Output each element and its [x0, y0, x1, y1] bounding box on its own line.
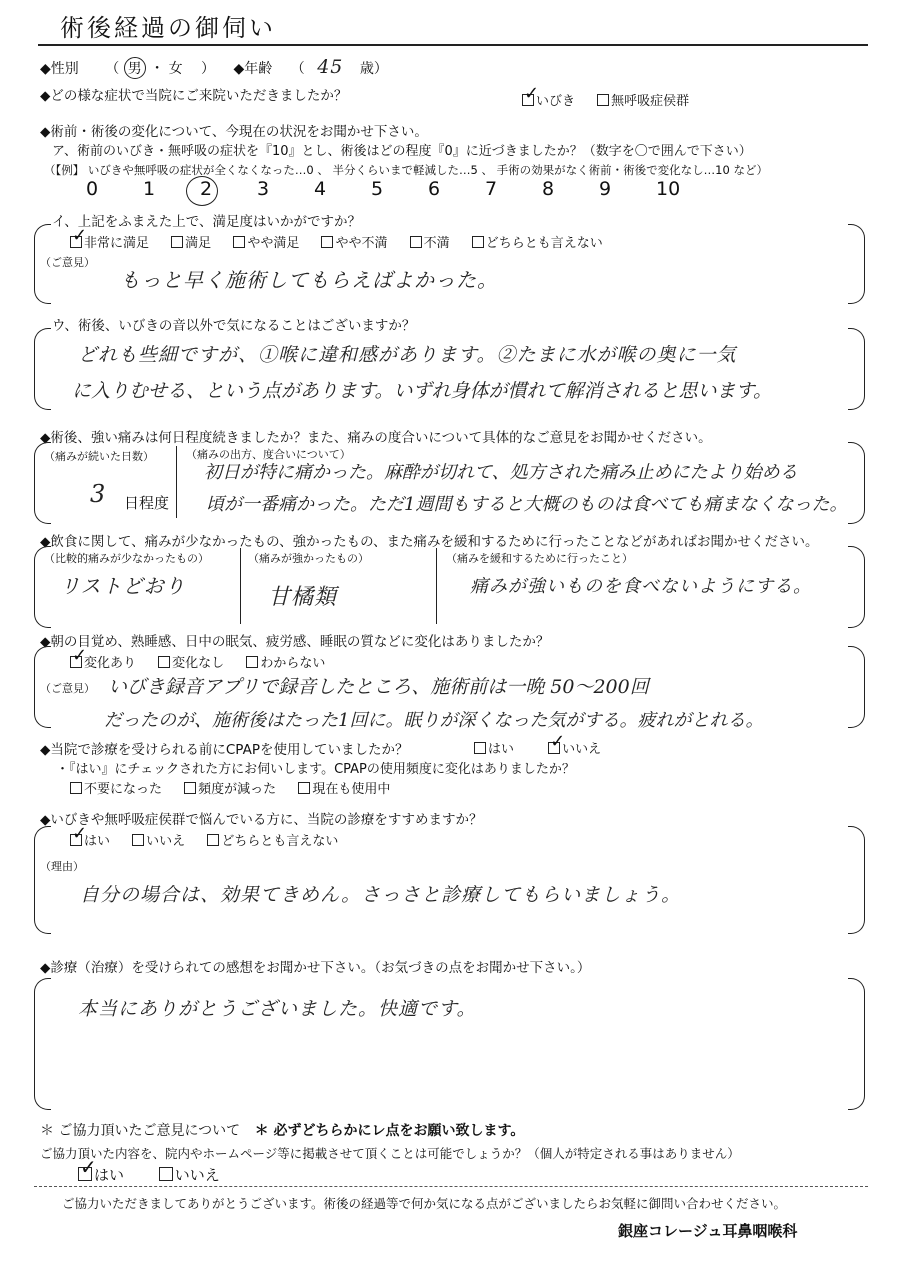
- q9-reason-label: （理由）: [40, 860, 84, 873]
- q6-col3-value[interactable]: 痛みが強いものを食べないようにする。: [470, 576, 812, 597]
- footer-permission: ご協力頂いた内容を、院内やホームページ等に掲載させて頂くことは可能でしょうか？（個人が特定される事はありません）: [40, 1146, 740, 1161]
- q9-options: [70, 823, 356, 849]
- q7-bracket-right: [848, 646, 865, 728]
- checkbox-icon: [158, 656, 170, 668]
- scale-6[interactable]: 6: [428, 178, 441, 200]
- checkbox-icon: [207, 834, 219, 846]
- q2-text: ◆術前・術後の変化について、今現在の状況をお聞かせ下さい。: [40, 124, 428, 140]
- gender-row: ◆性別 （ 男 ・ 女 ） ◆年齢 （ 45 歳）: [40, 56, 388, 78]
- q8-sub-option-unneeded[interactable]: 不要になった: [70, 778, 162, 797]
- q1-options: [522, 83, 707, 109]
- q3-comment[interactable]: もっと早く施術してもらえばよかった。: [120, 268, 498, 292]
- checkbox-checked-icon: ✓: [80, 1155, 97, 1179]
- q5-days-value[interactable]: 3: [90, 480, 107, 508]
- q9-option-no[interactable]: いいえ: [132, 830, 185, 849]
- gender-female[interactable]: 女: [168, 61, 183, 77]
- q6-col3-label: （痛みを緩和するために行ったこと）: [446, 552, 633, 565]
- scale-4[interactable]: 4: [314, 178, 327, 200]
- q2-scale: [86, 178, 713, 200]
- gender-male[interactable]: 男: [124, 57, 146, 79]
- q3-comment-label: （ご意見）: [40, 256, 95, 269]
- footer-note-a: ＊ ご協力頂いたご意見について: [40, 1123, 241, 1139]
- q3-option-satisfied[interactable]: 満足: [171, 232, 211, 251]
- q6-col2-value[interactable]: 甘橘類: [268, 585, 338, 610]
- checkbox-checked-icon: ✓: [72, 823, 88, 844]
- q6-col1-value[interactable]: リストどおり: [60, 574, 186, 598]
- q4-text: ウ、術後、いびきの音以外で気になることはございますか？: [52, 318, 416, 334]
- q5-detail-line1[interactable]: 初日が特に痛かった。麻酔が切れて、処方された痛み止めにたより始める: [204, 462, 798, 483]
- q10-bracket-left: [34, 978, 51, 1110]
- q1-text: ◆どの様な症状で当院にご来院いただきましたか？: [40, 88, 348, 104]
- scale-1[interactable]: 1: [143, 178, 156, 200]
- checkbox-icon: [410, 236, 422, 248]
- checkbox-icon: [472, 236, 484, 248]
- q9-option-neither[interactable]: どちらとも言えない: [207, 830, 338, 849]
- q7-option-no-change[interactable]: 変化なし: [158, 652, 224, 671]
- q3-option-dissatisfied[interactable]: 不満: [410, 232, 450, 251]
- q1-option-apnea[interactable]: 無呼吸症侯群: [597, 90, 689, 109]
- gender-label: ◆性別: [40, 61, 79, 77]
- q4-answer-line1[interactable]: どれも些細ですが、①喉に違和感があります。②たまに水が喉の奥に一気: [78, 344, 737, 366]
- q8-option-no[interactable]: ✓ いいえ: [550, 731, 602, 757]
- page-title: 術後経過の御伺い: [60, 14, 276, 42]
- checkbox-icon: [70, 782, 82, 794]
- q9-option-yes[interactable]: ✓ はい: [72, 823, 111, 849]
- scale-9[interactable]: 9: [599, 178, 612, 200]
- q5-detail-label: （痛みの出方、度合いについて）: [186, 448, 351, 461]
- q2-example: （【例】 いびきや無呼吸の症状が全くなくなった…0 、 半分くらいまで軽減した…5 、 手術の効果がなく術前・術後で変化なし…10 など）: [44, 163, 768, 177]
- clinic-name: 銀座コレージュ耳鼻咽喉科: [618, 1222, 798, 1240]
- checkbox-icon: [184, 782, 196, 794]
- q8-option-yes[interactable]: はい: [474, 738, 514, 757]
- q8-sub-option-still-using[interactable]: 現在も使用中: [298, 778, 390, 797]
- q2-a-text: ア、術前のいびき・無呼吸の症状を『10』とし、術後はどの程度『0』に近づきましたか？（数字を〇で囲んで下さい）: [52, 144, 752, 159]
- scale-2-selected[interactable]: 2: [200, 178, 213, 200]
- q6-bracket-right: [848, 546, 865, 628]
- q7-comment-line1[interactable]: いびき録音アプリで録音したところ、施術前は一晩 50〜200回: [108, 676, 649, 698]
- checkbox-checked-icon: ✓: [72, 645, 88, 666]
- scale-0[interactable]: 0: [86, 178, 99, 200]
- q10-bracket-right: [848, 978, 865, 1110]
- q5-days-label: （痛みが続いた日数）: [44, 450, 154, 463]
- q6-text: ◆飲食に関して、痛みが少なかったもの、強かったもの、また痛みを緩和するために行ったことなどがあればお聞かせください。: [40, 534, 819, 550]
- checkbox-icon: [474, 742, 486, 754]
- footer-options: [78, 1155, 238, 1185]
- checkbox-icon: [171, 236, 183, 248]
- q8-text: ◆当院で診療を受けられる前にCPAPを使用していましたか？: [40, 742, 409, 758]
- q6-divider-1: [240, 548, 241, 624]
- q4-bracket-left: [34, 328, 51, 410]
- q7-comment-label: （ご意見）: [40, 682, 95, 695]
- q3-option-neither[interactable]: どちらとも言えない: [472, 232, 603, 251]
- q10-answer[interactable]: 本当にありがとうございました。快適です。: [78, 998, 477, 1020]
- age-value[interactable]: 45: [317, 56, 344, 78]
- checkbox-checked-icon: ✓: [524, 83, 540, 104]
- q8-sub-option-reduced[interactable]: 頻度が減った: [184, 778, 276, 797]
- checkbox-icon: [233, 236, 245, 248]
- q6-col1-label: （比較的痛みが少なかったもの）: [44, 552, 209, 565]
- scale-3[interactable]: 3: [257, 178, 270, 200]
- checkbox-icon: [246, 656, 258, 668]
- q7-option-changed[interactable]: ✓ 変化あり: [72, 645, 137, 671]
- q9-reason[interactable]: 自分の場合は、効果てきめん。さっさと診療してもらいましょう。: [80, 884, 682, 906]
- q10-text: ◆診療（治療）を受けられての感想をお聞かせ下さい。（お気づきの点をお聞かせ下さい。）: [40, 960, 591, 976]
- q7-comment-line2[interactable]: だったのが、施術後はたった1回に。眠りが深くなった気がする。疲れがとれる。: [104, 710, 764, 731]
- q7-options: [70, 645, 343, 671]
- footer-note: [40, 1120, 524, 1140]
- q6-divider-2: [436, 548, 437, 624]
- q7-text: ◆朝の目覚め、熟睡感、日中の眠気、疲労感、睡眠の質などに変化はありましたか？: [40, 634, 550, 650]
- scale-5[interactable]: 5: [371, 178, 384, 200]
- scale-10[interactable]: 10: [656, 178, 681, 200]
- q5-days-unit: 日程度: [124, 494, 170, 512]
- q8-sub-options: [70, 778, 408, 797]
- checkbox-icon: [597, 94, 609, 106]
- q3-option-somewhat-satisfied[interactable]: やや満足: [233, 232, 299, 251]
- scale-8[interactable]: 8: [542, 178, 555, 200]
- footer-divider: [34, 1186, 868, 1187]
- age-label: ◆年齢: [233, 61, 273, 77]
- q8-sub-text: ・『はい』にチェックされた方にお伺いします。CPAPの使用頻度に変化はありましたか？: [56, 762, 575, 777]
- q7-option-unknown[interactable]: わからない: [246, 652, 325, 671]
- q5-detail-line2[interactable]: 頃が一番痛かった。ただ1週間もすると大概のものは食べても痛まなくなった。: [206, 494, 848, 515]
- checkbox-icon: [321, 236, 333, 248]
- q3-bracket-right: [848, 224, 865, 304]
- footer-note-b: ＊ 必ずどちらかにレ点をお願い致します。: [254, 1123, 525, 1139]
- q4-answer-line2[interactable]: に入りむせる、という点があります。いずれ身体が慣れて解消されると思います。: [72, 380, 772, 402]
- q8-options: [474, 731, 619, 757]
- scale-selection-circle: [186, 176, 218, 206]
- checkbox-checked-icon: ✓: [550, 731, 566, 752]
- q5-divider: [176, 446, 177, 518]
- q3-options: [70, 225, 621, 251]
- footer-thanks: ご協力いただきましてありがとうございます。術後の経過等で何か気になる点がございましたらお気軽に御問い合わせください。: [62, 1196, 787, 1211]
- footer-option-yes[interactable]: ✓ はい: [80, 1155, 125, 1184]
- q1-option-snoring[interactable]: ✓ いびき: [524, 83, 576, 109]
- q9-text: ◆いびきや無呼吸症侯群で悩んでいる方に、当院の診療をすすめますか？: [40, 812, 483, 828]
- q3-option-very-satisfied[interactable]: ✓ 非常に満足: [72, 225, 150, 251]
- checkbox-icon: [159, 1167, 173, 1181]
- title-underline: [38, 44, 868, 46]
- q5-bracket-right: [848, 442, 865, 524]
- q9-bracket-right: [848, 826, 865, 934]
- q9-bracket-left: [34, 826, 51, 934]
- q4-bracket-right: [848, 328, 865, 410]
- checkbox-checked-icon: ✓: [72, 225, 88, 246]
- q6-col2-label: （痛みが強かったもの）: [248, 552, 369, 565]
- q3-option-somewhat-dissatisfied[interactable]: やや不満: [321, 232, 387, 251]
- q5-text: ◆術後、強い痛みは何日程度続きましたか？また、痛みの度合いについて具体的なご意見をお聞かせください。: [40, 430, 712, 446]
- scale-7[interactable]: 7: [485, 178, 498, 200]
- checkbox-icon: [298, 782, 310, 794]
- footer-option-no[interactable]: いいえ: [159, 1164, 220, 1185]
- q3-text: イ、上記をふまえた上で、満足度はいかがですか？: [52, 214, 362, 230]
- checkbox-icon: [132, 834, 144, 846]
